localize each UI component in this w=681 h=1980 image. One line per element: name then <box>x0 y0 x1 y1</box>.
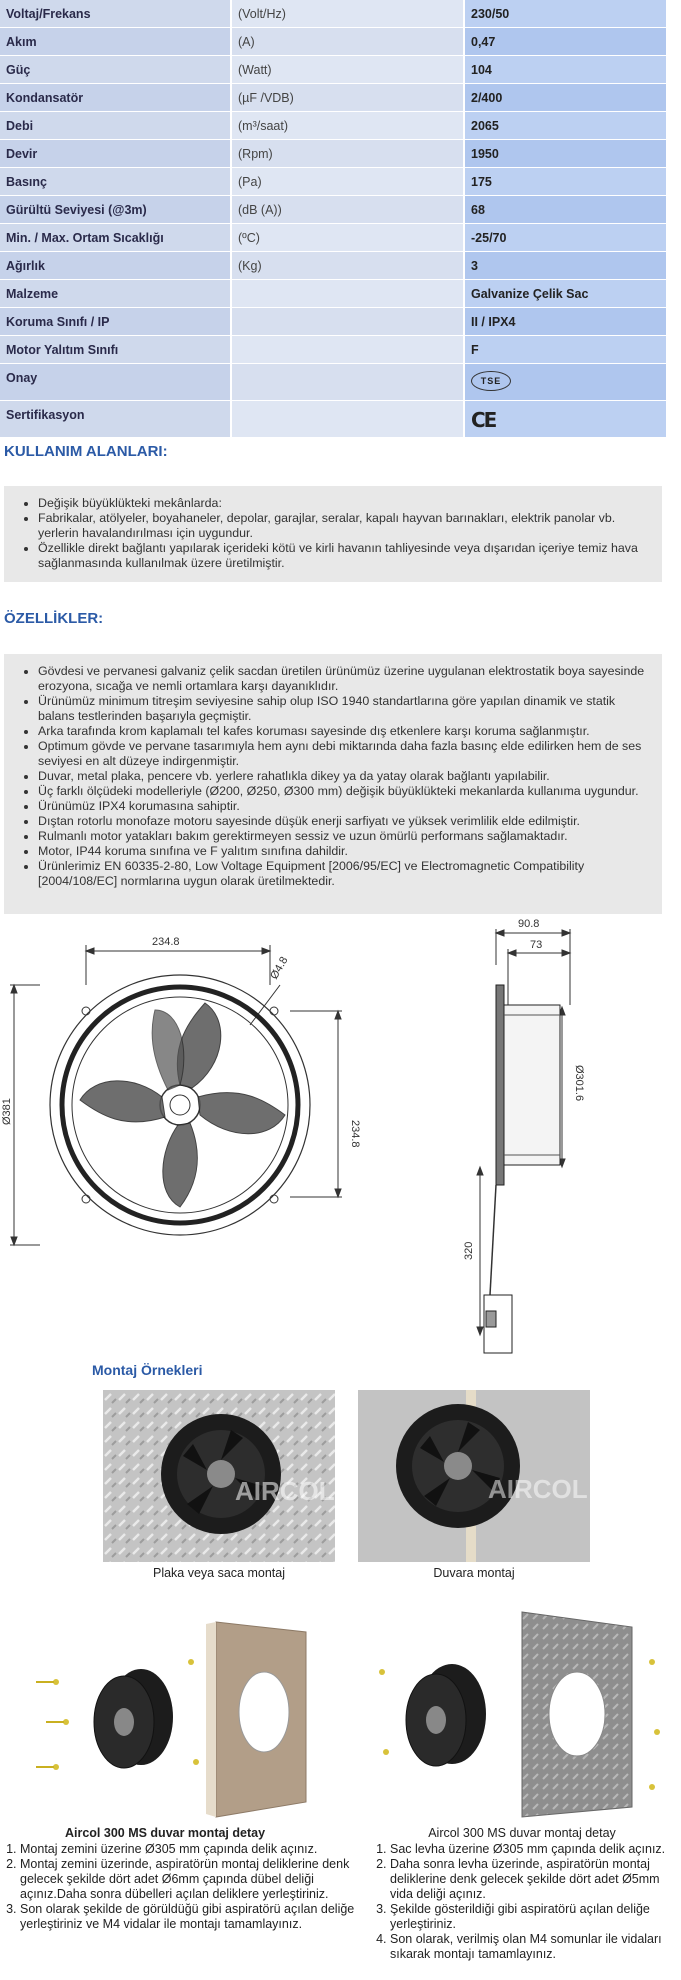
feature-item: • Motor, IP44 koruma sınıfına ve F yalıtım sınıfına dahildir. <box>38 844 654 859</box>
spec-label: Debi <box>0 112 230 139</box>
approval-unit <box>230 364 463 400</box>
certification-label: Sertifikasyon <box>0 401 230 437</box>
caption-wall-mount: Duvara montaj <box>433 1566 515 1580</box>
spec-label: Motor Yalıtım Sınıfı <box>0 336 230 363</box>
dim-side-depth: 73 <box>530 939 543 951</box>
detail-right-steps <box>370 1842 676 1962</box>
usage-item: • Değişik büyüklükteki mekânlarda: <box>38 496 654 511</box>
spec-label: Min. / Max. Ortam Sıcaklığı <box>0 224 230 251</box>
spec-row <box>0 168 666 196</box>
spec-row <box>0 196 666 224</box>
detail-right-illustration <box>372 1602 672 1820</box>
plate-mount-photo <box>103 1390 335 1562</box>
watermark-right: AIRCOL <box>488 1474 588 1504</box>
usage-item: • Fabrikalar, atölyeler, boyahaneler, depolar, garajlar, seralar, kapalı hayvan barınakları, elektrik panolar vb. yerlerin havalandırılması için uygundur. <box>38 511 654 541</box>
spec-label: Voltaj/Frekans <box>0 0 230 27</box>
usage-item: • Özellikle direkt bağlantı yapılarak içerideki kötü ve kirli havanın tahliyesinde veya dışarıdan içeriye temiz hava sağlanmasında kullanılmak üzere üretilmiştir. <box>38 541 654 571</box>
feature-item: • Arka tarafında krom kaplamalı tel kafes koruması sayesinde dış etkenlere karşı koruma sağlanmıştır. <box>38 724 654 739</box>
spec-unit <box>230 280 463 307</box>
spec-unit: (Pa) <box>230 168 463 195</box>
step-item: 3. Son olarak şekilde de görüldüğü gibi aspiratörü açılan deliğe yerleştiriniz ve M4 vidalar ile montajı tamamlayınız. <box>20 1902 372 1932</box>
spec-row <box>0 224 666 252</box>
approval-label: Onay <box>0 364 230 400</box>
spec-table <box>0 0 666 438</box>
usage-box <box>4 486 662 582</box>
spec-row <box>0 112 666 140</box>
step-item: 4. Son olarak, verilmiş olan M4 somunlar ile vidaları sıkarak montajı tamamlayınız. <box>390 1932 676 1962</box>
spec-row <box>0 252 666 280</box>
features-list <box>38 664 654 889</box>
ce-mark-icon: CE <box>471 408 496 432</box>
feature-item: • Duvar, metal plaka, pencere vb. yerlere rahatlıkla dikey ya da yatay olarak bağlantı yapılabilir. <box>38 769 654 784</box>
caption-plate-mount: Plaka veya saca montaj <box>152 1566 285 1580</box>
dim-front-height: 234.8 <box>349 1120 361 1148</box>
spec-label: Basınç <box>0 168 230 195</box>
spec-row <box>0 28 666 56</box>
spec-value: 3 <box>463 252 666 279</box>
watermark-left: AIRCOL <box>235 1476 335 1506</box>
dim-front-diameter: Ø381 <box>1 1098 13 1125</box>
step-item: 2. Montaj zemini üzerinde, aspiratörün montaj deliklerine denk gelecek şekilde dört adet Ø6mm çapında dübel deliği açınız.Daha sonra dübelleri açılan deliklere yerleştiriniz. <box>20 1857 372 1902</box>
spec-unit: (ºC) <box>230 224 463 251</box>
spec-unit: (m³/saat) <box>230 112 463 139</box>
usage-title: KULLANIM ALANLARI: <box>4 443 168 460</box>
features-title: ÖZELLİKLER: <box>4 610 104 627</box>
spec-row <box>0 308 666 336</box>
dim-side-depth-total: 90.8 <box>518 918 540 930</box>
spec-unit <box>230 336 463 363</box>
spec-unit: (dB (A)) <box>230 196 463 223</box>
dim-side-diameter: Ø301.6 <box>573 1065 585 1102</box>
feature-item: • Üç farklı ölçüdeki modelleriyle (Ø200, Ø250, Ø300 mm) değişik büyüklükteki mekanlarda kullanıma uygundur. <box>38 784 654 799</box>
side-view-drawing <box>430 915 585 1365</box>
spec-unit: (A) <box>230 28 463 55</box>
features-box <box>4 654 662 914</box>
step-item: 3. Şekilde gösterildiği gibi aspiratörü açılan deliğe yerleştiriniz. <box>390 1902 676 1932</box>
feature-item: • Ürünümüz IPX4 korumasına sahiptir. <box>38 799 654 814</box>
spec-value: 2065 <box>463 112 666 139</box>
mounting-title: Montaj Örnekleri <box>92 1362 203 1378</box>
feature-item: • Ürünlerimiz EN 60335-2-80, Low Voltage Equipment [2006/95/EC] ve Electromagnetic Compatibility [2004/108/EC] normlarına uygun olarak üretilmektedir. <box>38 859 654 889</box>
spec-row-approval <box>0 364 666 401</box>
step-item: 2. Daha sonra levha üzerinde, aspiratörün montaj deliklerine denk gelecek şekilde dört adet Ø5mm vida deliği açınız. <box>390 1857 676 1902</box>
dim-side-cable: 320 <box>463 1241 475 1260</box>
spec-value: 175 <box>463 168 666 195</box>
spec-value: 104 <box>463 56 666 83</box>
spec-label: Malzeme <box>0 280 230 307</box>
step-item: 1. Sac levha üzerine Ø305 mm çapında delik açınız. <box>390 1842 676 1857</box>
detail-right-title: Aircol 300 MS duvar montaj detay <box>428 1826 616 1840</box>
detail-left-title: Aircol 300 MS duvar montaj detay <box>64 1826 266 1840</box>
usage-list <box>38 496 654 571</box>
spec-value: 0,47 <box>463 28 666 55</box>
spec-label: Kondansatör <box>0 84 230 111</box>
spec-value: 230/50 <box>463 0 666 27</box>
feature-item: • Dıştan rotorlu monofaze motoru sayesinde düşük enerji sarfiyatı ve yüksek verimlilik elde edilmiştir. <box>38 814 654 829</box>
dim-front-hole: Ø4.8 <box>268 954 291 982</box>
spec-unit: (Rpm) <box>230 140 463 167</box>
spec-row <box>0 56 666 84</box>
spec-value: -25/70 <box>463 224 666 251</box>
front-view-drawing <box>0 925 360 1255</box>
spec-row <box>0 0 666 28</box>
wall-mount-photo <box>358 1390 590 1562</box>
feature-item: • Rulmanlı motor yatakları bakım gerektirmeyen sessiz ve uzun ömürlü performans sağlamaktadır. <box>38 829 654 844</box>
spec-label: Ağırlık <box>0 252 230 279</box>
spec-unit <box>230 308 463 335</box>
dim-front-width: 234.8 <box>152 936 180 948</box>
spec-row <box>0 140 666 168</box>
spec-unit: (µF /VDB) <box>230 84 463 111</box>
detail-left-steps <box>0 1842 372 1932</box>
spec-row <box>0 336 666 364</box>
detail-left-illustration <box>6 1602 324 1820</box>
certification-unit <box>230 401 463 437</box>
spec-unit: (Watt) <box>230 56 463 83</box>
spec-value: II / IPX4 <box>463 308 666 335</box>
spec-unit: (Kg) <box>230 252 463 279</box>
spec-value: 2/400 <box>463 84 666 111</box>
spec-label: Devir <box>0 140 230 167</box>
spec-label: Koruma Sınıfı / IP <box>0 308 230 335</box>
spec-value: 1950 <box>463 140 666 167</box>
spec-label: Akım <box>0 28 230 55</box>
spec-value: 68 <box>463 196 666 223</box>
spec-value: Galvanize Çelik Sac <box>463 280 666 307</box>
spec-label: Gürültü Seviyesi (@3m) <box>0 196 230 223</box>
spec-row-certification <box>0 401 666 438</box>
spec-row <box>0 280 666 308</box>
spec-unit: (Volt/Hz) <box>230 0 463 27</box>
spec-value: F <box>463 336 666 363</box>
tse-mark-icon: TSE <box>471 371 511 391</box>
feature-item: • Optimum gövde ve pervane tasarımıyla hem aynı debi miktarında daha fazla basınç elde edilirken hem de ses seviyesi en alt düzeye indirgenmiştir. <box>38 739 654 769</box>
feature-item: • Ürünümüz minimum titreşim seviyesine sahip olup ISO 1940 standartlarına göre yapılan dinamik ve statik balans testlerinden başarıyla geçmiştir. <box>38 694 654 724</box>
approval-value <box>463 364 666 400</box>
step-item: 1. Montaj zemini üzerine Ø305 mm çapında delik açınız. <box>20 1842 372 1857</box>
spec-row <box>0 84 666 112</box>
certification-value <box>463 401 666 437</box>
feature-item: • Gövdesi ve pervanesi galvaniz çelik sacdan üretilen ürünümüz üzerine uygulanan elektrostatik boya sayesinde erozyona, sıcağa ve nemli ortamlara karşı dayanıklıdır. <box>38 664 654 694</box>
spec-label: Güç <box>0 56 230 83</box>
